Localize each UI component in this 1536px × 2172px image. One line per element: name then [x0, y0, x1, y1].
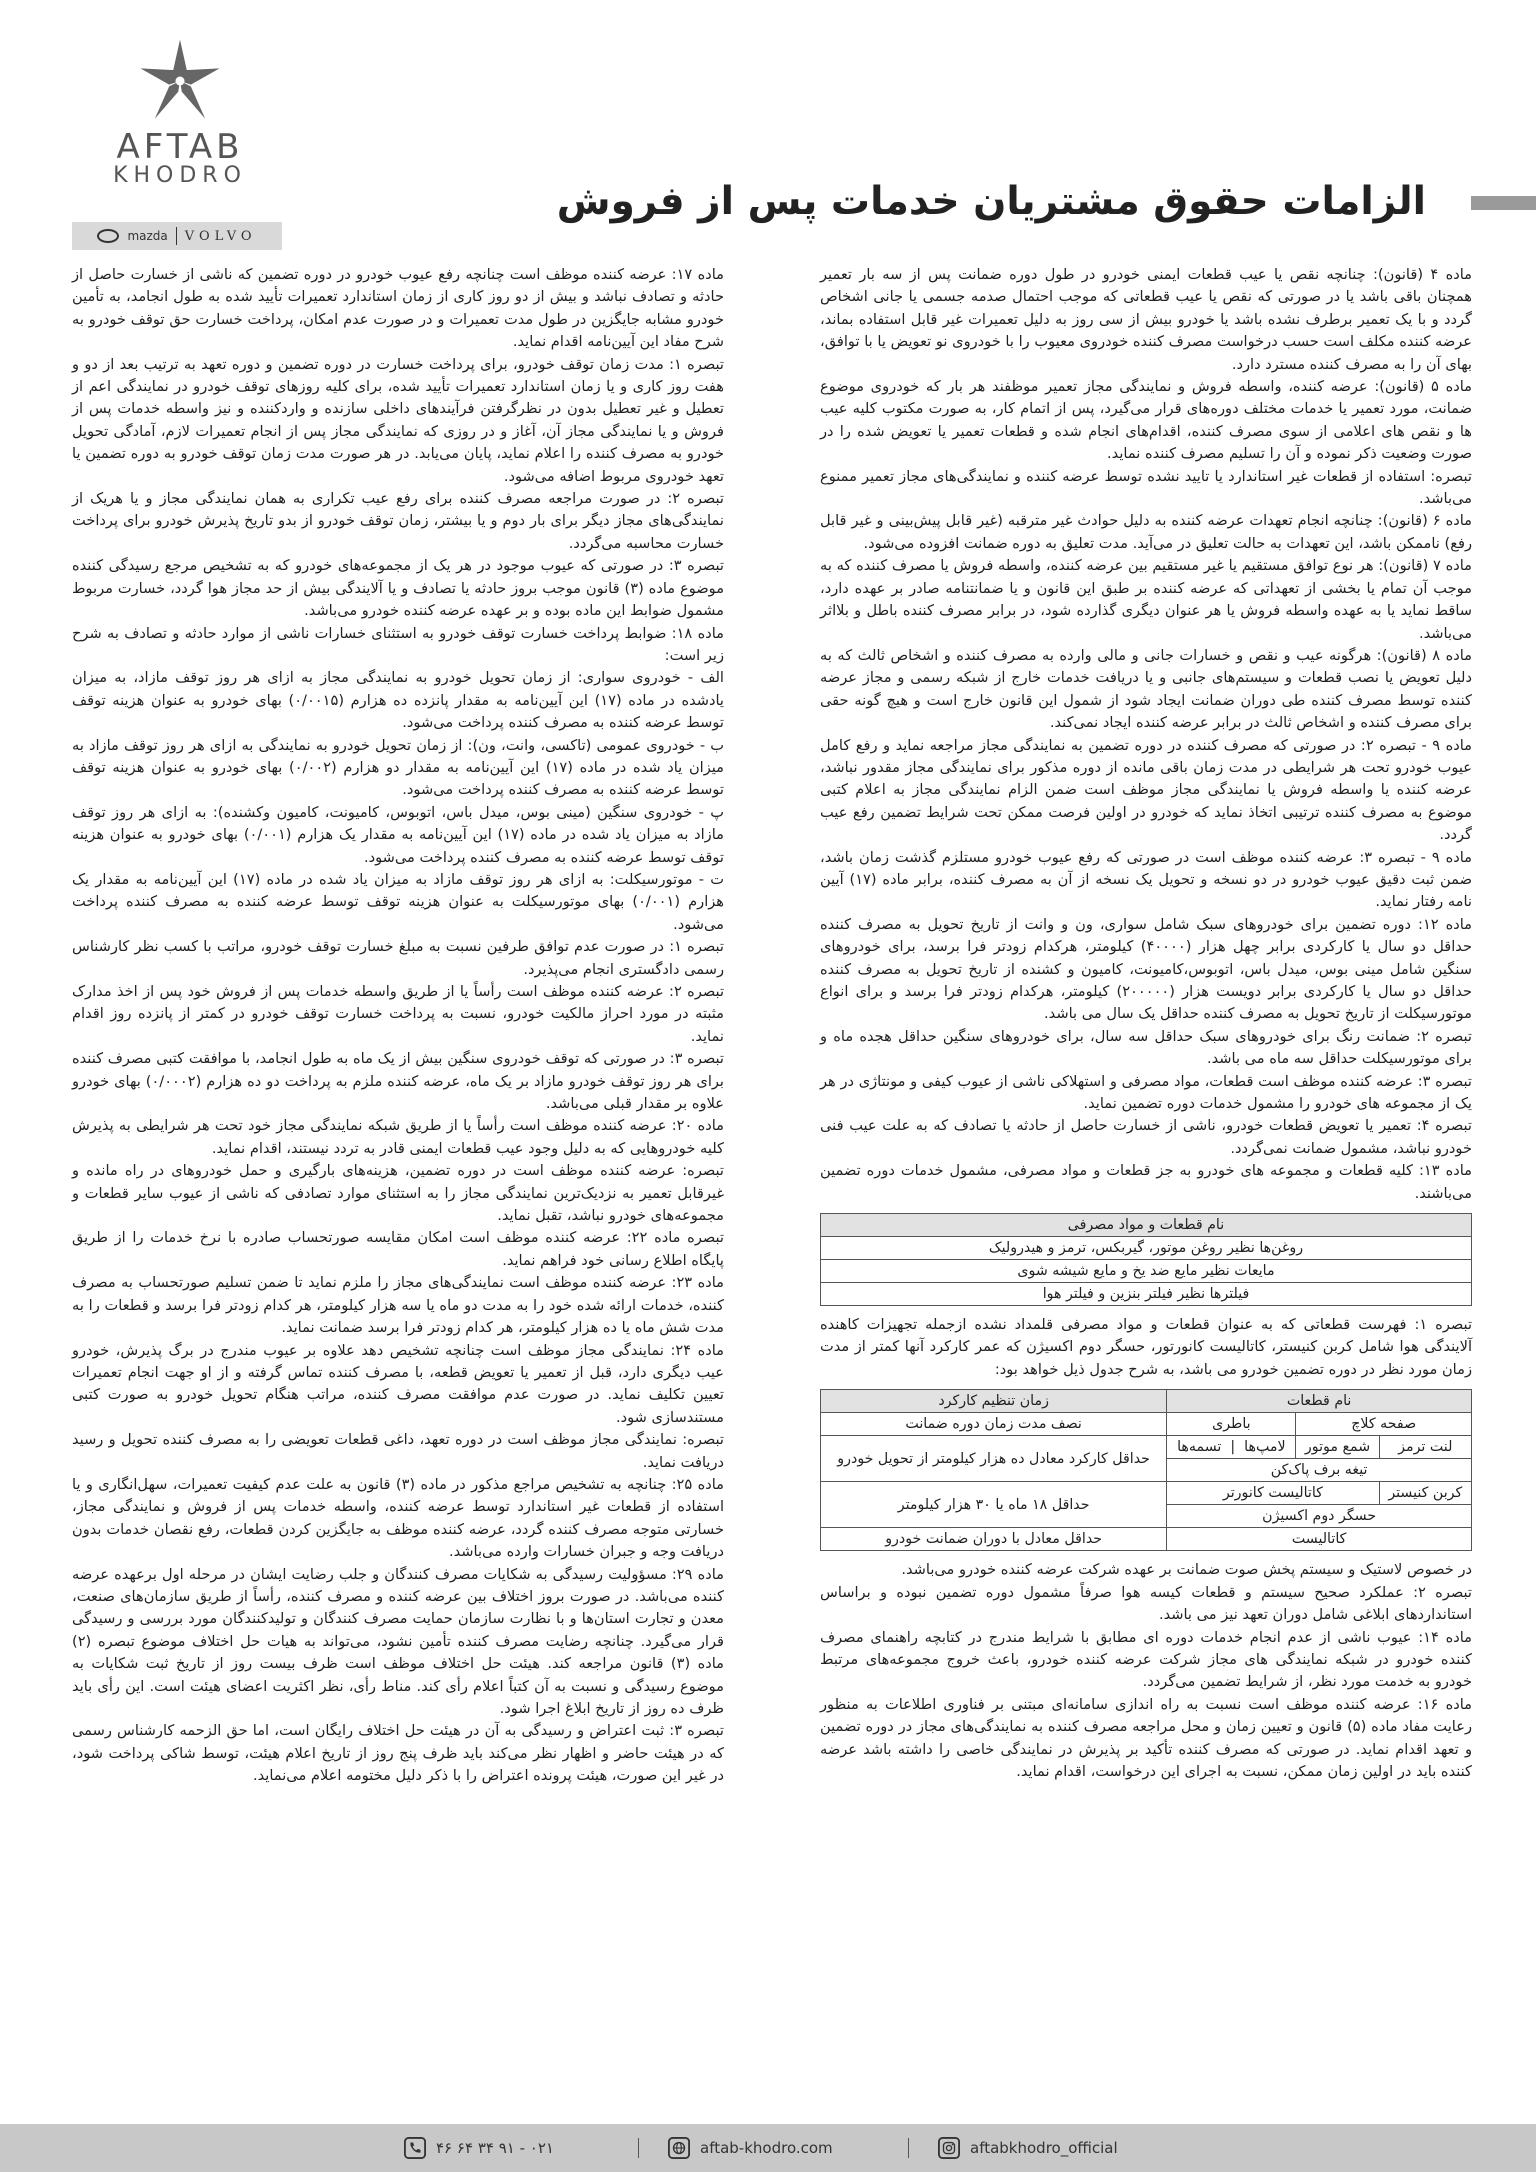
- paragraph: ماده ۹ - تبصره ۲: در صورتی که مصرف کننده در دوره تضمین به نمایندگی مجاز مراجعه نماید و رفع کامل عیوب خودرو تحت هر شرایطی در مدت زمان باقی مانده از دوره مذکور برای نمایندگی مجاز مقدور نباشد، عرضه کننده یا واسطه فروش یا نمایندگی مجاز موظف است ضمن الزام نمایندگی مجاز به اعلام کتبی موضوع به مصرف کننده ترتیبی اتخاذ نماید که خودرو در اولین فرصت ممکن تحت شرایط تضمین رفع عیب گردد.: [820, 736, 1472, 844]
- footer-website[interactable]: [668, 2137, 833, 2159]
- paragraph: تبصره ۲: در صورت مراجعه مصرف کننده برای رفع عیب تکراری به همان نمایندگی مجاز و یا هریک از نمایندگی‌های مجاز دیگر برای بار دوم و یا بیشتر، زمان توقف خودرو از بدو تاریخ پذیرش خودرو برای پرداخت خسارت محاسبه می‌گردد.: [72, 490, 724, 552]
- logo-name: AFTAB: [116, 127, 244, 167]
- logo-subtitle: KHODRO: [113, 163, 247, 188]
- footer-bar: [0, 2124, 1536, 2172]
- table-cell: باطری: [1167, 1413, 1296, 1436]
- paragraph: ماده ۲۳: عرضه کننده موظف است نمایندگی‌های مجاز را ملزم نماید تا ضمن تسلیم صورتحساب به مصرف کننده، خدمات ارائه شده خود را به مدت دو ماه یا سه هزار کیلومتر، هر کدام زودتر فرا برسد و قطعات را به مدت شش ماه یا ده هزار کیلومتر، هر کدام زودتر فرا برسد ضمانت نماید.: [72, 1274, 724, 1337]
- paragraph: تبصره ۳: عرضه کننده موظف است قطعات، مواد مصرفی و استهلاکی ناشی از عیوب کیفی و مونتاژی در هر یک از مجموعه های خودرو را مشمول خدمات دوره تضمین نماید.: [820, 1072, 1472, 1113]
- paragraph: پ - خودروی سنگین (مینی بوس، میدل باس، اتوبوس، کامیونت، کامیون وکشنده): به ازای هر روز توقف مازاد به میزان یاد شده در ماده (۱۷) این آیین‌نامه به مقدار یک هزارم (۰/۰۰۱) بهای خودرو به عنوان هزینه توقف توسط عرضه کننده به مصرف کننده پرداخت می‌شود.: [72, 803, 724, 866]
- paragraph: تبصره ۳: ثبت اعتراض و رسیدگی به آن در هیئت حل اختلاف رایگان است، اما حق الزحمه کارشناس رسمی که در هیئت حاضر و اظهار نظر می‌کند باید ظرف پنج روز از تاریخ اعلام هیئت، توسط شاکی پرداخت شود، در غیر این صورت، هیئت پرونده اعتراض را با ذکر دلیل مختومه اعلام می‌نماید.: [72, 1722, 724, 1785]
- table-cell: صفحه کلاچ: [1296, 1413, 1472, 1436]
- paragraph: تبصره ۳: در صورتی که توقف خودروی سنگین بیش از یک ماه به طول انجامد، با موافقت کتبی مصرف کننده برای هر روز توقف خودرو مازاد بر یک ماه، عرضه کننده ملزم به پرداخت دو ده هزارم (۰/۰۰۰۲) بهای خودرو علاوه بر مقدار قبلی می‌باشد.: [72, 1050, 724, 1113]
- paragraph: ماده ۱۸: ضوابط پرداخت خسارت توقف خودرو به استثنای خسارات ناشی از موارد حادثه و تصادف به شرح زیر است:: [72, 624, 724, 664]
- table-cell-belts: تسمه‌ها: [1177, 1439, 1222, 1456]
- phone-number: ۰۲۱ - ۹۱ ۳۴ ۶۴ ۴۶: [436, 2139, 554, 2157]
- consumables-table: [820, 1213, 1472, 1306]
- table-header: نام قطعات: [1167, 1390, 1472, 1413]
- mazda-label: mazda: [127, 229, 168, 243]
- paragraph: تبصره ۱: مدت زمان توقف خودرو، برای پرداخت خسارت در دوره تضمین و دوره تعهد به ترتیب بعد از دو و هفت روز کاری و یا زمان استاندارد تعمیرات تأیید شده، برای کلیه روزهای توقف خودرو در نمایندگی اعم از تعطیل و غیر تعطیل بدون در نظرگرفتن فرآیندهای داخلی سازنده و واردکننده و نیز واسطه خدمات پس از فروش و یا نمایندگی مجاز آن، آغاز و در روزی که نمایندگی مجاز پس از انجام تعمیرات لازم، آمادگی تحویل خودرو به مصرف کننده را اعلام نماید، پایان می‌یابد. در هر صورت مدت زمان توقف خودرو به دوره تضمین یا تعهد خودروی مربوط اضافه می‌شود.: [72, 355, 724, 485]
- paragraph: ماده ۱۶: عرضه کننده موظف است نسبت به راه اندازی سامانه‌ای مبتنی بر فناوری اطلاعات به منظور رعایت مفاد ماده (۵) قانون و تعیین زمان و محل مراجعه مصرف کننده به نمایندگی‌های مجاز در دوره تضمین و تعهد اقدام نماید. در صورتی که مصرف کننده تأکید بر پذیرش در نمایندگی خاصی را داشته باشد عرضه کننده باید در اولین زمان ممکن، نسبت به اجرای این درخواست، اقدام نماید.: [820, 1695, 1472, 1780]
- table-header: نام قطعات و مواد مصرفی: [821, 1214, 1472, 1237]
- paragraph: در خصوص لاستیک و سیستم پخش صوت ضمانت بر عهده شرکت عرضه کننده خودرو می‌باشد.: [901, 1561, 1472, 1579]
- paragraph: ماده ۷ (قانون): هر نوع توافق مستقیم یا غیر مستقیم بین عرضه کننده، واسطه فروش یا مصرف کننده که به موجب آن تمام یا بخشی از تعهداتی که عرضه کننده بر طبق این قانون و یا ضمانتنامه صادر بر عهده دارد، ساقط نماید یا به عهده واسطه فروش یا هر عنوان دیگری گذارده شود، در برابر مصرف کننده باطل و بلااثر می‌باشد.: [820, 557, 1472, 642]
- globe-icon: [668, 2137, 690, 2159]
- paragraph: تبصره ۴: تعمیر یا تعویض قطعات خودرو، ناشی از خسارت حاصل از حادثه یا تصادف که به علت عیب فنی خودرو نباشد، مشمول ضمانت نمی‌گردد.: [820, 1117, 1472, 1157]
- paragraph: ماده ۱۲: دوره تضمین برای خودروهای سبک شامل سواری، ون و وانت از تاریخ تحویل به مصرف کننده حداقل دو سال یا کارکردی برابر چهل هزار (۴۰۰۰۰) کیلومتر، هرکدام زودتر فرا برسد، برای خودروهای سنگین شامل مینی بوس، میدل باس، اتوبوس،کامیونت، کامیون و کشنده از تاریخ تحویل به مصرف کننده حداقل دو سال یا کارکردی برابر دویست هزار (۲۰۰۰۰۰) کیلومتر، هرکدام زودتر فرا برسد و برای انواع موتورسیکلت از تاریخ تحویل به مصرف کننده حداقل یک سال می باشد.: [820, 915, 1473, 1023]
- paragraph: ماده ۴ (قانون): چنانچه نقص یا عیب قطعات ایمنی خودرو در طول دوره ضمانت پس از سه بار تعمیر همچنان باقی باشد یا در صورتی که نقص یا عیب قطعاتی که موجب احتمال صدمه جسمی یا جانی اشخاص گردد و با یک تعمیر برطرف نشده باشد یا خودرو بیش از سی روز به دلیل تعمیرات غیر قابل استفاده بماند، عرضه کننده مکلف است حسب درخواست مصرف کننده خودروی معیوب را با خودروی نو تعویض یا با توافق، بهای آن را به مصرف کننده مسترد دارد.: [820, 266, 1472, 373]
- footer-divider: [908, 2138, 909, 2158]
- footer-instagram[interactable]: [938, 2137, 1118, 2159]
- table-cell-lamps: لامپ‌ها: [1244, 1439, 1286, 1456]
- paragraph: ماده ۱۷: عرضه کننده موظف است چنانچه رفع عیوب خودرو در دوره تضمین که ناشی از خسارت حاصل از حادثه و تصادف نباشد و بیش از دو روز کاری از زمان استاندارد تعمیرات تأیید شده به طول انجامد، به تأمین خودرو مشابه جایگزین در طول مدت تعمیرات و در صورت عدم امکان، پرداخت خسارت حق توقف خودرو به شرح مفاد این آیین‌نامه اقدام نماید.: [72, 266, 724, 351]
- paragraph: ماده ۱۳: کلیه قطعات و مجموعه های خودرو به جز قطعات و مواد مصرفی، مشمول خدمات دوره تضمین می‌باشند.: [820, 1162, 1472, 1202]
- paragraph: تبصره ماده ۲۲: عرضه کننده موظف است امکان مقایسه صورتحساب صادره با نرخ خدمات را از طریق پایگاه اطلاع رسانی خود فراهم نماید.: [72, 1229, 724, 1269]
- star-logo-icon: [135, 36, 225, 126]
- table-cell: کاتالیست کانورتر: [1167, 1482, 1379, 1505]
- table-cell: تیغه برف پاک‌کن: [1167, 1459, 1472, 1482]
- volvo-label: VOLVO: [184, 228, 257, 244]
- table-cell: روغن‌ها نظیر روغن موتور، گیربکس، ترمز و هیدرولیک: [821, 1237, 1472, 1260]
- paragraph: ماده ۶ (قانون): چنانچه انجام تعهدات عرضه کننده به دلیل حوادث غیر مترقبه (غیر قابل پیش‌بینی و غیر قابل رفع) ناممکن باشد، این تعهدات به حالت تعلیق در می‌آید. مدت تعلیق به دوره ضمانت افزوده می‌شود.: [820, 512, 1472, 552]
- table-cell: حداقل کارکرد معادل ده هزار کیلومتر از تحویل خودرو: [821, 1436, 1167, 1482]
- paragraph: ماده ۲۴: نمایندگی مجاز موظف است چنانچه تشخیص دهد علاوه بر عیوب مندرج در برگ پذیرش، خودرو عیب دیگری دارد، قبل از تعمیر یا تعویض قطعه، با مصرف کننده تماس گرفته و از او جهت انجام تعمیرات تعیین تکلیف نماید. در صورت عدم موافقت مصرف کننده، مراتب هنگام تحویل خودرو به صورت کتبی مستندسازی شود.: [72, 1341, 724, 1426]
- table-cell: لنت ترمز: [1379, 1436, 1471, 1459]
- table-cell: مایعات نظیر مایع ضد یخ و مایع شیشه شوی: [821, 1260, 1472, 1283]
- parts-table: [820, 1389, 1472, 1551]
- paragraph: ب - خودروی عمومی (تاکسی، وانت، ون): از زمان تحویل خودرو به نمایندگی به ازای هر روز توقف مازاد به میزان یاد شده در ماده (۱۷) این آیین‌نامه به مقدار دو هزارم (۰/۰۰۲) بهای خودرو به عنوان هزینه توقف توسط عرضه کننده به مصرف کننده پرداخت می‌شود.: [72, 736, 724, 799]
- table-cell: نصف مدت زمان دوره ضمانت: [821, 1413, 1167, 1436]
- paragraph: الف - خودروی سواری: از زمان تحویل خودرو به نمایندگی مجاز به ازای هر روز توقف مازاد، به میزان یادشده در ماده (۱۷) این آیین‌نامه به مقدار پانزده ده هزارم (۰/۰۰۱۵) بهای خودرو به عنوان هزینه توقف توسط عرضه کننده به مصرف کننده پرداخت می‌شود.: [72, 669, 724, 732]
- paragraph: تبصره ۳: در صورتی که عیوب موجود در هر یک از مجموعه‌های خودرو که به تشخیص مرجع رسیدگی کننده موضوع ماده (۳) قانون موجب بروز حادثه یا تصادف و یا آلایندگی بیش از حد مجاز هوا گردد، خسارت مربوط مشمول ضوابط این ماده بوده و بر عهده عرضه کننده خودرو می‌باشد.: [72, 557, 725, 620]
- phone-icon: [404, 2137, 426, 2159]
- left-column: [72, 264, 724, 1788]
- paragraph: تبصره ۱: در صورت عدم توافق طرفین نسبت به مبلغ خسارت توقف خودرو، مراتب با کسب نظر کارشناس رسمی دادگستری انجام می‌پذیرد.: [72, 938, 724, 978]
- footer-divider: [638, 2138, 639, 2158]
- paragraph: ماده ۸ (قانون): هرگونه عیب و نقص و خسارات جانی و مالی وارده به مصرف کننده و اشخاص ثالث که به دلیل تعویض یا نصب قطعات و سیستم‌های جانبی و یا دریافت خدمات خارج از شبکه رسمی و مجاز عرضه کننده توسط مصرف کننده طی دوران ضمانت ایجاد شود از شمول این قانون خارج است و هیچ گونه حقی برای مصرف کننده و اشخاص ثالث در برابر عرضه کننده ایجاد نمی‌کند.: [820, 646, 1472, 732]
- table-header: زمان تنظیم کارکرد: [821, 1390, 1167, 1413]
- table-cell: فیلترها نظیر فیلتر بنزین و فیلتر هوا: [821, 1283, 1472, 1306]
- paragraph: ماده ۲۹: مسؤولیت رسیدگی به شکایات مصرف کنندگان و جلب رضایت ایشان در مرحله اول برعهده عرضه کننده می‌باشد. در صورت بروز اختلاف بین عرضه کننده و مصرف کننده، رأساً از طریق سازمان‌های صنعت، معدن و تجارت استان‌ها و با نظارت سازمان حمایت مصرف کنندگان و تولیدکنندگان مورد بررسی و رسیدگی قرار می‌گیرد. چنانچه رضایت مصرف کننده تأمین نشود، می‌تواند به هیات حل اختلاف موضوع تبصره (۲) ماده (۳) قانون مراجعه کند. هیئت حل اختلاف موظف است ظرف بیست روز از تاریخ ثبت شکایات به موضوع رسیدگی و نسبت به آن کتباً اعلام رأی کند. مناط رأی، نظر اکثریت اعضای هیئت است. این رأی باید ظرف ده روز از تاریخ ابلاغ اجرا شود.: [72, 1565, 724, 1717]
- paragraph: ماده ۲۵: چنانچه به تشخیص مراجع مذکور در ماده (۳) قانون به علت عدم کیفیت تعمیرات، سهل‌انگاری و یا استفاده از قطعات غیر استاندارد توسط عرضه کننده، واسطه خدمات پس از فروش و نمایندگی مجاز، خسارتی متوجه مصرف کننده گردد، عرضه کننده موظف به جایگزین کردن قطعات، رفع نقصان خدمات بدون دریافت وجه و جبران خسارات وارده می‌باشد.: [72, 1475, 724, 1561]
- paragraph: تبصره ۲: ضمانت رنگ برای خودروهای سبک حداقل سه سال، برای خودروهای سنگین حداقل هجده ماه و برای موتورسیکلت حداقل سه ماه می باشد.: [820, 1027, 1472, 1068]
- brand-strip: [72, 222, 282, 250]
- table-cell: حداقل معادل با دوران ضمانت خودرو: [821, 1528, 1167, 1551]
- paragraph: تبصره: نمایندگی مجاز موظف است در دوره تعهد، داغی قطعات تعویضی را به مصرف کننده تحویل و رسید دریافت نماید.: [72, 1431, 724, 1471]
- paragraph: تبصره ۲: عملکرد صحیح سیستم و قطعات کیسه هوا صرفاً مشمول دوره تضمین نبوده و براساس استانداردهای ابلاغی شامل دوران تعهد نیز می باشد.: [820, 1583, 1472, 1624]
- page-title: الزامات حقوق مشتریان خدمات پس از فروش: [556, 179, 1426, 224]
- paragraph: تبصره ۲: عرضه کننده موظف است رأساً یا از طریق واسطه خدمات پس از فروش خود پس از اخذ مدارک مثبته در مورد احراز مالکیت خودرو، نسبت به پرداخت خسارت توقف خودرو در کمتر از پانزده روز اقدام نماید.: [72, 983, 725, 1045]
- table-cell: کاتالیست: [1167, 1528, 1472, 1551]
- company-logo: [70, 36, 290, 188]
- paragraph: ت - موتورسیکلت: به ازای هر روز توقف مازاد به میزان یاد شده در ماده (۱۷) این آیین‌نامه به مقدار یک هزارم (۰/۰۰۱) بهای موتورسیکلت به عنوان هزینه توقف توسط عرضه کننده به مصرف کننده پرداخت می‌شود.: [72, 870, 725, 933]
- instagram-icon: [938, 2137, 960, 2159]
- table-cell: کربن کنیستر: [1379, 1482, 1471, 1505]
- brand-divider: [176, 227, 177, 245]
- table-cell: شمع موتور: [1296, 1436, 1379, 1459]
- table-cell: حسگر دوم اکسیژن: [1167, 1505, 1472, 1528]
- paragraph: تبصره ۱: فهرست قطعاتی که به عنوان قطعات و مواد مصرفی قلمداد نشده ازجمله تجهیزات کاهنده آلایندگی هوا شامل کربن کنیستر، کاتالیست کانورتور، حسگر دوم اکسیژن که عمر کارکرد آنها کمتر از مدت زمان مورد نظر در دوره تضمین خودرو می باشد، به شرح جدول ذیل خواهد بود:: [820, 1316, 1473, 1378]
- title-accent-bar: [1471, 196, 1536, 210]
- mazda-logo-icon: [97, 229, 119, 243]
- footer-phone[interactable]: [404, 2137, 554, 2159]
- table-cell: حداقل ۱۸ ماه یا ۳۰ هزار کیلومتر: [821, 1482, 1167, 1528]
- right-column: [820, 264, 1472, 1783]
- paragraph: ماده ۲۰: عرضه کننده موظف است رأساً یا از طریق شبکه نمایندگی مجاز خود تحت هر شرایطی به پذیرش کلیه خودروهایی که به دلیل وجود عیب قطعات ایمنی قادر به تردد نیستند، اقدام نماید.: [72, 1117, 724, 1157]
- paragraph: تبصره: عرضه کننده موظف است در دوره تضمین، هزینه‌های بارگیری و حمل خودروهای در راه مانده و غیرقابل تعمیر به نزدیک‌ترین نمایندگی مجاز را به استثنای موارد تصادفی که ناشی از عیوب سایر قطعات و مجموعه‌های خودرو نباشد، تقبل نماید.: [72, 1162, 724, 1225]
- paragraph: ماده ۹ - تبصره ۳: عرضه کننده موظف است در صورتی که رفع عیوب خودرو مستلزم گذشت زمان باشد، ضمن ثبت دقیق عیوب خودرو در دو نسخه و تحویل یک نسخه از آن به مصرف کننده، برابر ماده (۱۷) آیین نامه رفتار نماید.: [820, 848, 1472, 911]
- paragraph: ماده ۵ (قانون): عرضه کننده، واسطه فروش و نمایندگی مجاز تعمیر موظفند هر بار که خودروی موضوع ضمانت، مورد تعمیر یا خدمات مختلف دوره‌های قرار می‌گیرد، پس از اتمام کار، به صورت مکتوب کلیه عیب ها و نقص های اعلامی از سوی مصرف کننده، اقدام‌های انجام شده و قطعات تعمیر یا تعویض شده را در صورت وضعیت ذکر نموده و آن را تسلیم مصرف کننده نماید.: [820, 378, 1472, 463]
- paragraph: ماده ۱۴: عیوب ناشی از عدم انجام خدمات دوره ای مطابق با شرایط مندرج در کتابچه راهنمای مصرف کننده خودرو در شبکه نمایندگی های مجاز شرکت عرضه کننده خودرو، باعث خروج مجموعه‌های مرتبط خودرو به خدمت مورد نظر، از شرایط تضمین می‌گردد.: [820, 1628, 1472, 1691]
- paragraph: تبصره: استفاده از قطعات غیر استاندارد یا تایید نشده توسط عرضه کننده و نمایندگی‌های مجاز تعمیر ممنوع می‌باشد.: [820, 467, 1472, 508]
- website-link[interactable]: aftab-khodro.com: [700, 2139, 833, 2157]
- instagram-handle[interactable]: aftabkhodro_official: [970, 2139, 1118, 2157]
- table-cell: لامپ‌ها | تسمه‌ها: [1167, 1436, 1296, 1459]
